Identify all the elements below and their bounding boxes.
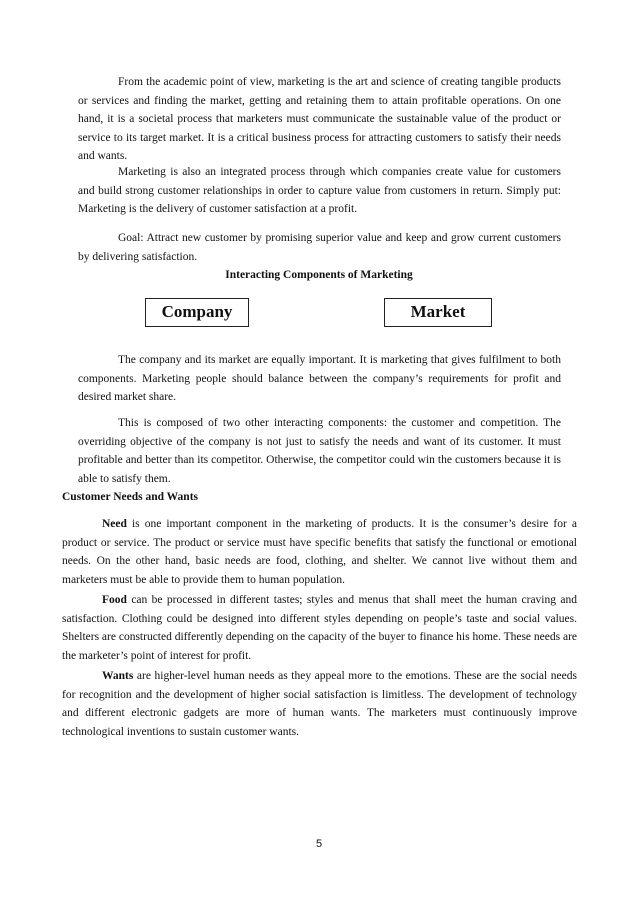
paragraph-wants: [62, 667, 577, 741]
paragraph-integrated-process: Marketing is also an integrated process through which companies create value for customers and build strong customer relationships in order to capture value from customers in return. Simply put: Marketing is the delivery of customer satisfaction at a profit.: [78, 166, 561, 215]
paragraph-food: [62, 591, 577, 665]
term-food: Food: [102, 594, 127, 606]
paragraph-need: [62, 515, 577, 589]
paragraph-company-market: The company and its market are equally important. It is marketing that gives fulfilment to both components. Marketing people should balance between the company’s requirements for profit and desired market share.: [78, 354, 561, 403]
paragraph-interacting-components: This is composed of two other interacting components: the customer and competition. The overriding objective of the company is not just to satisfy the needs and want of its customer. It must profitable and better than its competitor. Otherwise, the competitor could win the customers because it is able to satisfy them.: [78, 417, 561, 485]
term-wants: Wants: [102, 670, 134, 682]
paragraph-academic-view: From the academic point of view, marketing is the art and science of creating tangible products or services and finding the market, getting and retaining them to attain profitable operations. On one hand, it is a societal process that marketers must communicate the sustainable value of the product or service to its target market. It is a critical business process for attracting customers to satisfy their needs and wants.: [78, 76, 561, 162]
paragraph-goal: Goal: Attract new customer by promising superior value and keep and grow current customers by delivering satisfaction.: [78, 232, 561, 263]
section-heading: Customer Needs and Wants: [62, 491, 198, 503]
diagram-title: Interacting Components of Marketing: [225, 269, 413, 281]
food-text: can be processed in different tastes; styles and menus that shall meet the human craving and satisfaction. Clothing could be designed into different styles depending on people’s taste and social values. Shelters are constructed differently depending on the capacity of the buyer to finance his home. These needs are the marketer’s point of interest for profit.: [62, 594, 577, 662]
wants-text: are higher-level human needs as they appeal more to the emotions. These are the social needs for recognition and the development of higher social satisfaction is limitless. The development of technology and different electronic gadgets are more of human wants. The marketers must continuously improve technological inventions to sustain customer wants.: [62, 670, 577, 738]
page-number: 5: [315, 838, 323, 850]
term-need: Need: [102, 518, 127, 530]
market-box: Market: [384, 298, 492, 327]
need-text: is one important component in the marketing of products. It is the consumer’s desire for a product or service. The product or service must have specific benefits that satisfy the functional or emotional needs. On the other hand, basic needs are food, clothing, and shelter. We cannot live without them and marketers must be able to provide them to human population.: [62, 518, 577, 586]
company-box: Company: [145, 298, 249, 327]
